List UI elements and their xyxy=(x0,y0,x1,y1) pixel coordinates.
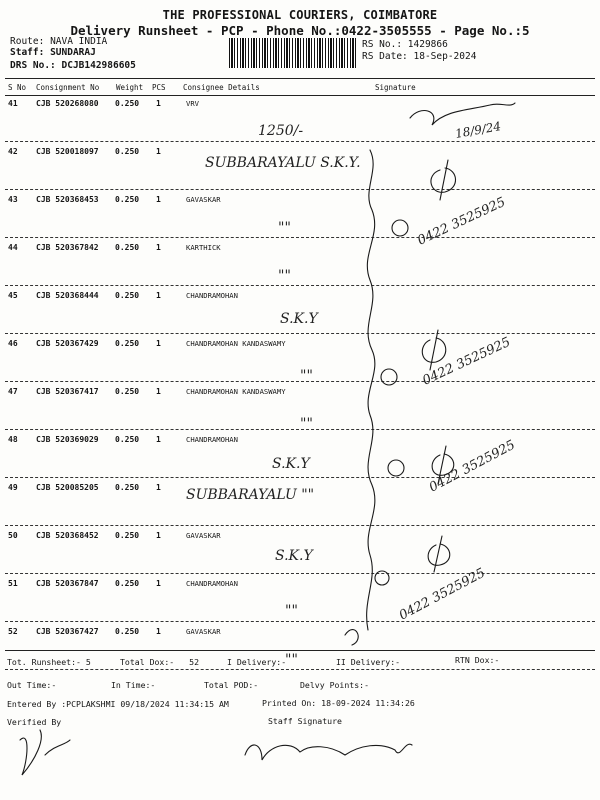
total-dox-label: Total Dox:- xyxy=(120,657,175,667)
row-pcs: 1 xyxy=(156,387,161,396)
out-time: Out Time:- xyxy=(7,680,57,690)
table-row xyxy=(0,291,600,339)
row-pcs: 1 xyxy=(156,243,161,252)
row-pcs: 1 xyxy=(156,147,161,156)
row-divider xyxy=(5,669,595,670)
printed-on: Printed On: 18-09-2024 11:34:26 xyxy=(262,698,415,708)
table-row xyxy=(0,243,600,291)
row-consignment: CJB 520368452 xyxy=(36,531,99,540)
drs-value: DCJB142986605 xyxy=(61,60,136,71)
row-weight: 0.250 xyxy=(115,243,140,252)
rs-no-line xyxy=(362,39,448,50)
route-line xyxy=(10,36,107,47)
row-sno: 50 xyxy=(8,531,18,540)
row-divider xyxy=(5,621,595,622)
table-row xyxy=(0,99,600,147)
staff-label: Staff: xyxy=(10,47,45,58)
table-row xyxy=(0,195,600,243)
row-pcs: 1 xyxy=(156,291,161,300)
row-pcs: 1 xyxy=(156,531,161,540)
row-weight: 0.250 xyxy=(115,99,140,108)
row-sno: 46 xyxy=(8,339,18,348)
row-weight: 0.250 xyxy=(115,291,140,300)
row-divider xyxy=(5,141,595,142)
row-consignment: CJB 520367842 xyxy=(36,243,99,252)
rs-date-label: RS Date: xyxy=(362,51,408,62)
row-sno: 42 xyxy=(8,147,18,156)
row-consignment: CJB 520367427 xyxy=(36,627,99,636)
row-divider xyxy=(5,477,595,478)
table-bottom-rule xyxy=(5,650,595,651)
row-handwritten-note: "" xyxy=(300,368,313,384)
staff-signature xyxy=(245,744,412,760)
row-handwritten-note: "" xyxy=(278,268,291,284)
row-divider xyxy=(5,429,595,430)
row-sno: 44 xyxy=(8,243,18,252)
total-dox-value: 52 xyxy=(189,657,200,667)
row-sno: 48 xyxy=(8,435,18,444)
row-weight: 0.250 xyxy=(115,531,140,540)
col-consignment: Consignment No xyxy=(36,83,100,92)
col-weight: Weight xyxy=(116,83,144,92)
rs-no-label: RS No.: xyxy=(362,39,403,50)
row-divider xyxy=(5,285,595,286)
row-handwritten-note: S.K.Y xyxy=(280,311,318,327)
row-pcs: 1 xyxy=(156,483,161,492)
total-pod: Total POD:- xyxy=(204,680,259,690)
table-row xyxy=(0,531,600,579)
verified-by: Verified By xyxy=(7,717,62,727)
staff-value: SUNDARAJ xyxy=(50,47,96,58)
row-pcs: 1 xyxy=(156,435,161,444)
row-handwritten-note: "" xyxy=(285,652,298,668)
col-consignee: Consignee Details xyxy=(183,83,260,92)
row-sno: 52 xyxy=(8,627,18,636)
col-signature: Signature xyxy=(375,83,416,92)
row-divider xyxy=(5,525,595,526)
row-handwritten-note: S.K.Y xyxy=(272,456,310,472)
company-title: THE PROFESSIONAL COURIERS, COIMBATORE xyxy=(162,8,438,22)
row-consignee: CHANDRAMOHAN KANDASWAMY xyxy=(186,387,286,396)
in-time: In Time:- xyxy=(111,680,156,690)
drs-line xyxy=(10,60,136,71)
phone-note-3: 0422 3525925 xyxy=(426,437,518,496)
total-dox xyxy=(120,657,199,667)
row-pcs: 1 xyxy=(156,195,161,204)
runsheet-title: Delivery Runsheet - PCP - Phone No.:0422-3505555 - Page No.:5 xyxy=(70,23,530,38)
phone-note-2: 0422 3525925 xyxy=(420,334,513,389)
row-handwritten-note: "" xyxy=(285,603,298,619)
row-consignment: CJB 520018097 xyxy=(36,147,99,156)
row-weight: 0.250 xyxy=(115,579,140,588)
row-weight: 0.250 xyxy=(115,339,140,348)
staff-signature-label: Staff Signature xyxy=(268,716,342,726)
row-sno: 49 xyxy=(8,483,18,492)
row-sno: 45 xyxy=(8,291,18,300)
row-handwritten-note: SUBBARAYALU "" xyxy=(186,487,315,503)
row-consignee: GAVASKAR xyxy=(186,531,221,540)
row-weight: 0.250 xyxy=(115,195,140,204)
row-pcs: 1 xyxy=(156,579,161,588)
tot-runsheet-value: 5 xyxy=(85,657,91,667)
row-consignee: CHANDRAMOHAN xyxy=(186,435,238,444)
row-consignment: CJB 520268080 xyxy=(36,99,99,108)
table-row xyxy=(0,579,600,627)
delvy-points: Delvy Points:- xyxy=(300,680,370,690)
row-weight: 0.250 xyxy=(115,147,140,156)
row-consignment: CJB 520368444 xyxy=(36,291,99,300)
row-divider xyxy=(5,237,595,238)
table-row xyxy=(0,387,600,435)
table-header-rule xyxy=(5,95,595,96)
signature-date: 18/9/24 xyxy=(454,119,503,141)
drs-label: DRS No.: xyxy=(10,60,56,71)
table-row xyxy=(0,483,600,531)
route-value: NAVA INDIA xyxy=(50,36,108,47)
table-row xyxy=(0,435,600,483)
row-pcs: 1 xyxy=(156,99,161,108)
row-divider xyxy=(5,381,595,382)
row-consignment: CJB 520085205 xyxy=(36,483,99,492)
tot-runsheet xyxy=(7,657,91,667)
table-row xyxy=(0,147,600,195)
row-handwritten-note: SUBBARAYALU S.K.Y. xyxy=(205,155,361,171)
col-pcs: PCS xyxy=(152,83,166,92)
row-consignment: CJB 520367417 xyxy=(36,387,99,396)
row-pcs: 1 xyxy=(156,627,161,636)
table-row xyxy=(0,627,600,675)
barcode xyxy=(229,38,356,68)
row-weight: 0.250 xyxy=(115,387,140,396)
table-row xyxy=(0,339,600,387)
rtn-dox: RTN Dox:- xyxy=(455,655,500,665)
rs-no-value: 1429866 xyxy=(407,39,448,50)
route-label: Route: xyxy=(10,36,45,47)
row-weight: 0.250 xyxy=(115,483,140,492)
ii-delivery: II Delivery:- xyxy=(336,657,401,667)
row-sno: 43 xyxy=(8,195,18,204)
row-pcs: 1 xyxy=(156,339,161,348)
row-consignment: CJB 520369029 xyxy=(36,435,99,444)
row-sno: 47 xyxy=(8,387,18,396)
row-handwritten-note: "" xyxy=(278,220,291,236)
row-sno: 51 xyxy=(8,579,18,588)
rs-date-line xyxy=(362,51,476,62)
row-divider xyxy=(5,189,595,190)
row-weight: 0.250 xyxy=(115,627,140,636)
row-consignee: CHANDRAMOHAN xyxy=(186,291,238,300)
row-consignee: GAVASKAR xyxy=(186,195,221,204)
table-top-rule xyxy=(5,78,595,79)
staff-line xyxy=(10,47,96,58)
row-consignee: GAVASKAR xyxy=(186,627,221,636)
tot-runsheet-label: Tot. Runsheet:- xyxy=(7,657,81,667)
row-divider xyxy=(5,573,595,574)
col-sno: S No xyxy=(8,83,27,92)
row-divider xyxy=(5,333,595,334)
row-consignee: CHANDRAMOHAN xyxy=(186,579,238,588)
rs-date-value: 18-Sep-2024 xyxy=(413,51,477,62)
row-handwritten-note: 1250/- xyxy=(258,123,304,139)
phone-note-1: 0422 3525925 xyxy=(415,194,508,249)
i-delivery: I Delivery:- xyxy=(227,657,287,667)
row-handwritten-note: "" xyxy=(300,416,313,432)
row-consignment: CJB 520367429 xyxy=(36,339,99,348)
row-consignee: KARTHICK xyxy=(186,243,221,252)
verified-signature xyxy=(20,730,70,775)
row-consignee: VRV xyxy=(186,99,199,108)
row-handwritten-note: S.K.Y xyxy=(275,548,313,564)
entered-by: Entered By :PCPLAKSHMI 09/18/2024 11:34:15 AM xyxy=(7,699,229,709)
row-consignee: CHANDRAMOHAN KANDASWAMY xyxy=(186,339,286,348)
row-sno: 41 xyxy=(8,99,18,108)
row-consignment: CJB 520368453 xyxy=(36,195,99,204)
row-consignment: CJB 520367847 xyxy=(36,579,99,588)
row-weight: 0.250 xyxy=(115,435,140,444)
phone-note-4: 0422 3525925 xyxy=(396,565,488,624)
